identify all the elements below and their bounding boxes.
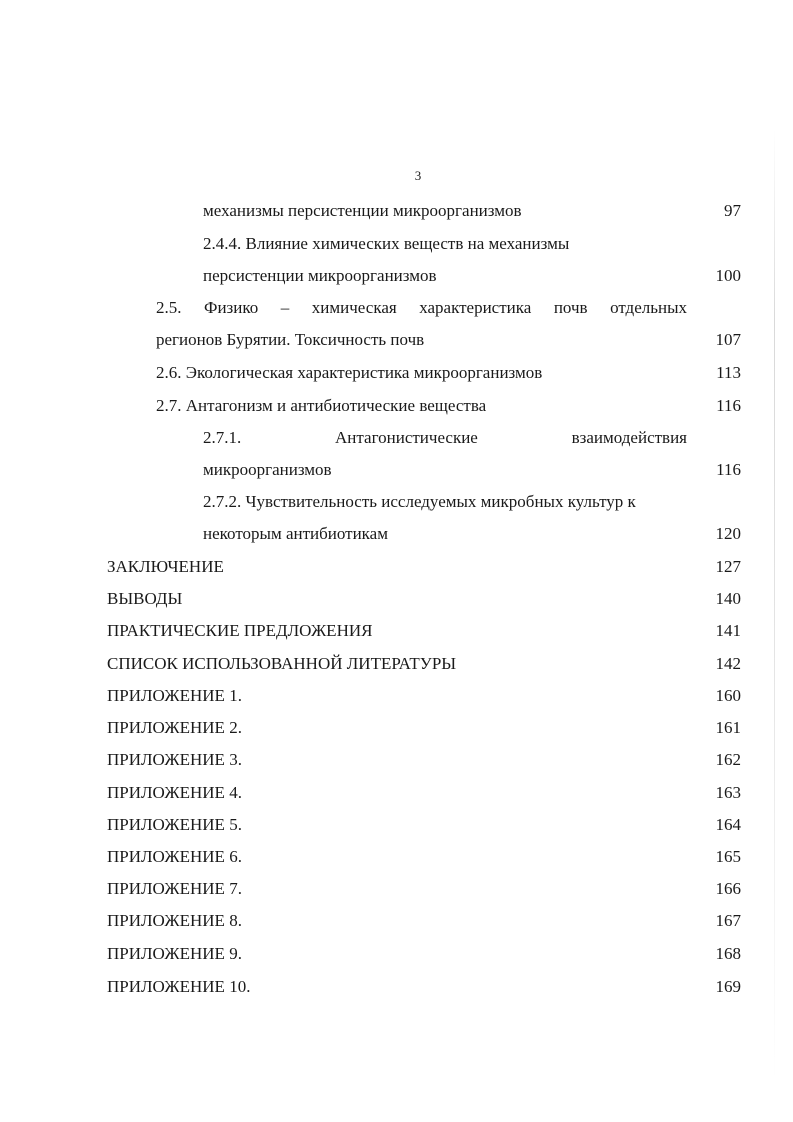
toc-word: характеристика [419,298,532,317]
toc-entry-text: ПРИЛОЖЕНИЕ 4. [107,783,242,802]
toc-entry-text: СПИСОК ИСПОЛЬЗОВАННОЙ ЛИТЕРАТУРЫ [107,654,457,673]
toc-word: – [280,298,290,317]
toc-entry-page: 142 [715,654,741,673]
toc-entry-text: ПРИЛОЖЕНИЕ 1. [107,686,242,705]
toc-entry-page: 97 [724,201,741,220]
toc-entry-justified [203,427,687,449]
toc-entry-justified [156,297,687,319]
page-number: 3 [414,168,422,183]
toc-word: Антагонистические [335,428,478,447]
toc-entry-page: 160 [715,686,741,705]
toc-entry-page: 113 [716,363,741,382]
toc-word: Физико [204,298,259,317]
toc-entry-page: 168 [715,944,741,963]
toc-entry-text: 2.4.4. Влияние химических веществ на механизмы [203,234,570,253]
toc-entry-page: 167 [715,911,741,930]
toc-entry-page: 162 [715,750,741,769]
toc-entry-text: микроорганизмов [203,460,332,479]
toc-entry-page: 127 [715,557,741,576]
toc-entry-text: ПРИЛОЖЕНИЕ 2. [107,718,242,737]
toc-entry-text: ПРИЛОЖЕНИЕ 9. [107,944,242,963]
toc-word: почв [553,298,588,317]
toc-entry-text: 2.7. Антагонизм и антибиотические вещества [156,396,487,415]
toc-entry-page: 141 [715,621,741,640]
toc-entry-text: ЗАКЛЮЧЕНИЕ [107,557,224,576]
toc-word: отдельных [610,298,687,317]
toc-entry-text: регионов Бурятии. Токсичность почв [156,330,425,349]
toc-entry-text: ПРИЛОЖЕНИЕ 8. [107,911,242,930]
toc-entry-text: некоторым антибиотикам [203,524,388,543]
scan-edge-shadow [774,130,775,1080]
toc-entry-page: 161 [715,718,741,737]
toc-entry-page: 100 [715,266,741,285]
toc-word: химическая [311,298,397,317]
toc-entry-page: 116 [716,396,741,415]
toc-entry-page: 140 [715,589,741,608]
toc-entry-page: 165 [715,847,741,866]
toc-entry-page: 107 [715,330,741,349]
toc-word: 2.7.1. [203,428,242,447]
toc-entry-page: 169 [715,977,741,996]
toc-entry-text: ВЫВОДЫ [107,589,183,608]
toc-entry-text: ПРИЛОЖЕНИЕ 5. [107,815,242,834]
toc-entry-text: ПРИЛОЖЕНИЕ 6. [107,847,242,866]
toc-word: взаимодействия [571,428,687,447]
toc-entry-page: 120 [715,524,741,543]
toc-entry-text: ПРИЛОЖЕНИЕ 10. [107,977,251,996]
toc-entry-text: 2.6. Экологическая характеристика микроорганизмов [156,363,543,382]
toc-entry-text: ПРИЛОЖЕНИЕ 3. [107,750,242,769]
toc-entry-text: механизмы персистенции микроорганизмов [203,201,522,220]
toc-entry-text: 2.7.2. Чувствительность исследуемых микробных культур к [203,492,636,511]
toc-entry-text: ПРИЛОЖЕНИЕ 7. [107,879,242,898]
toc-entry-page: 163 [715,783,741,802]
toc-entry-page: 116 [716,460,741,479]
toc-word: 2.5. [156,298,182,317]
toc-entry-text: персистенции микроорганизмов [203,266,437,285]
toc-entry-page: 166 [715,879,741,898]
toc-entry-page: 164 [715,815,741,834]
toc-entry-text: ПРАКТИЧЕСКИЕ ПРЕДЛОЖЕНИЯ [107,621,373,640]
